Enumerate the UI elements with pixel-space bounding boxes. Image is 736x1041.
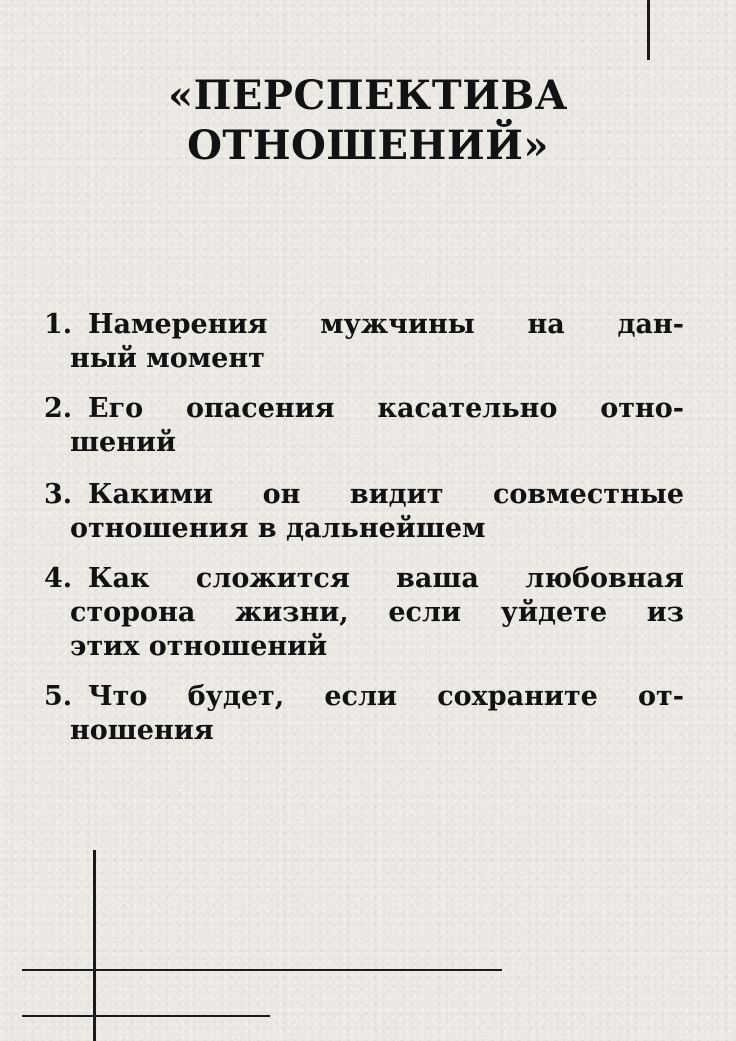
list-item-number: 3. [44,479,73,510]
top-right-vertical-line [647,0,650,60]
bottom-short-horizontal-line [22,1015,270,1017]
list-item-text-line: Что будет, если сохраните от- [88,681,684,712]
list-item-text-line: шений [70,427,177,458]
list-item-number: 5. [44,681,73,712]
list-item-number: 1. [44,309,73,340]
list-item-2 [44,392,684,460]
list-item-text-line: отношения в дальнейшем [70,513,486,544]
list-item-text-line: Намерения мужчины на дан- [88,309,684,340]
list-item-3 [44,478,684,546]
list-item-text-line: этих отношений [70,631,328,662]
list-item-text-line: ный момент [70,343,265,374]
page-title-line-2: ОТНОШЕНИЙ» [187,122,549,169]
bottom-left-vertical-line [93,850,96,1041]
list-item-text-line: сторона жизни, если уйдете из [70,597,684,628]
list-item-5 [44,680,684,748]
list-item-text-line: Его опасения касательно отно- [88,393,684,424]
bottom-long-horizontal-line [22,969,502,971]
list-item-text-line: Как сложится ваша любовная [88,563,684,594]
list-item-text-line: Какими он видит совместные [88,479,684,510]
list-item-4 [44,562,684,664]
list-item-number: 4. [44,563,73,594]
page-title-line-1: «ПЕРСПЕКТИВА [168,72,568,119]
list-item-number: 2. [44,393,73,424]
list-item-text-line: ношения [70,715,214,746]
list-item-1 [44,308,684,376]
